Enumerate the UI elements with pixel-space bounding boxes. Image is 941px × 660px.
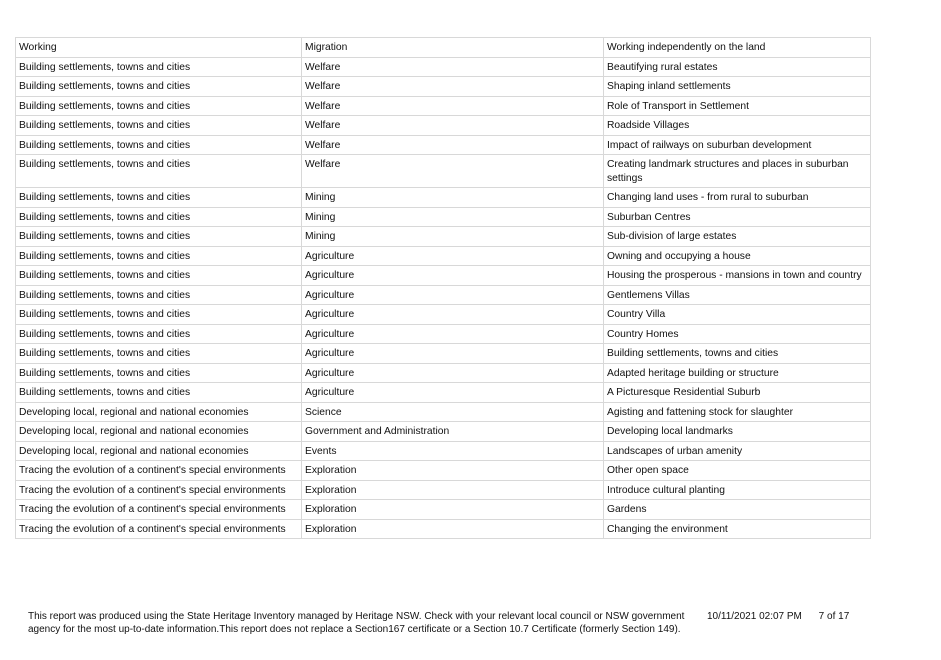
state-theme-cell: Government and Administration xyxy=(302,422,604,442)
national-theme-cell: Building settlements, towns and cities xyxy=(16,96,302,116)
state-theme-cell: Agriculture xyxy=(302,246,604,266)
table-row xyxy=(16,480,871,500)
national-theme-cell: Building settlements, towns and cities xyxy=(16,363,302,383)
state-theme-cell: Agriculture xyxy=(302,266,604,286)
table-row xyxy=(16,441,871,461)
table-row xyxy=(16,305,871,325)
local-theme-cell: Impact of railways on suburban development xyxy=(604,135,871,155)
state-theme-cell: Mining xyxy=(302,207,604,227)
national-theme-cell: Building settlements, towns and cities xyxy=(16,207,302,227)
state-theme-cell: Agriculture xyxy=(302,383,604,403)
table-row xyxy=(16,135,871,155)
national-theme-cell: Working xyxy=(16,38,302,58)
table-row xyxy=(16,38,871,58)
national-theme-cell: Building settlements, towns and cities xyxy=(16,155,302,188)
themes-table-container xyxy=(15,37,870,539)
page-number: 7 of 17 xyxy=(818,611,850,622)
local-theme-cell: Agisting and fattening stock for slaughter xyxy=(604,402,871,422)
table-row xyxy=(16,57,871,77)
table-row xyxy=(16,155,871,188)
table-row xyxy=(16,188,871,208)
table-row xyxy=(16,96,871,116)
local-theme-cell: Sub-division of large estates xyxy=(604,227,871,247)
national-theme-cell: Building settlements, towns and cities xyxy=(16,344,302,364)
local-theme-cell: Country Homes xyxy=(604,324,871,344)
national-theme-cell: Developing local, regional and national economies xyxy=(16,402,302,422)
national-theme-cell: Building settlements, towns and cities xyxy=(16,188,302,208)
national-theme-cell: Building settlements, towns and cities xyxy=(16,246,302,266)
national-theme-cell: Developing local, regional and national economies xyxy=(16,422,302,442)
state-theme-cell: Agriculture xyxy=(302,344,604,364)
state-theme-cell: Mining xyxy=(302,188,604,208)
local-theme-cell: Housing the prosperous - mansions in town and country xyxy=(604,266,871,286)
local-theme-cell: Other open space xyxy=(604,461,871,481)
local-theme-cell: A Picturesque Residential Suburb xyxy=(604,383,871,403)
state-theme-cell: Welfare xyxy=(302,96,604,116)
national-theme-cell: Tracing the evolution of a continent's special environments xyxy=(16,519,302,539)
state-theme-cell: Welfare xyxy=(302,155,604,188)
state-theme-cell: Science xyxy=(302,402,604,422)
table-row xyxy=(16,207,871,227)
state-theme-cell: Agriculture xyxy=(302,324,604,344)
table-row xyxy=(16,227,871,247)
themes-table xyxy=(15,37,871,539)
footer-meta xyxy=(707,610,849,623)
local-theme-cell: Beautifying rural estates xyxy=(604,57,871,77)
national-theme-cell: Developing local, regional and national economies xyxy=(16,441,302,461)
state-theme-cell: Agriculture xyxy=(302,305,604,325)
local-theme-cell: Adapted heritage building or structure xyxy=(604,363,871,383)
table-row xyxy=(16,519,871,539)
national-theme-cell: Building settlements, towns and cities xyxy=(16,227,302,247)
footer-disclaimer: This report was produced using the State Heritage Inventory managed by Heritage NSW. Check with your relevant local council or NSW government agency for the most up-to-date information.This report does not replace a Section167 certificate or a Section 10.7 Certificate (formerly Section 149). xyxy=(28,611,685,636)
national-theme-cell: Building settlements, towns and cities xyxy=(16,57,302,77)
local-theme-cell: Gentlemens Villas xyxy=(604,285,871,305)
state-theme-cell: Welfare xyxy=(302,116,604,136)
table-row xyxy=(16,383,871,403)
national-theme-cell: Tracing the evolution of a continent's special environments xyxy=(16,461,302,481)
national-theme-cell: Building settlements, towns and cities xyxy=(16,266,302,286)
state-theme-cell: Welfare xyxy=(302,135,604,155)
local-theme-cell: Introduce cultural planting xyxy=(604,480,871,500)
local-theme-cell: Working independently on the land xyxy=(604,38,871,58)
table-row xyxy=(16,116,871,136)
local-theme-cell: Suburban Centres xyxy=(604,207,871,227)
state-theme-cell: Exploration xyxy=(302,500,604,520)
report-timestamp: 10/11/2021 02:07 PM xyxy=(707,611,802,622)
national-theme-cell: Tracing the evolution of a continent's special environments xyxy=(16,500,302,520)
national-theme-cell: Tracing the evolution of a continent's special environments xyxy=(16,480,302,500)
local-theme-cell: Shaping inland settlements xyxy=(604,77,871,97)
local-theme-cell: Country Villa xyxy=(604,305,871,325)
table-row xyxy=(16,266,871,286)
state-theme-cell: Welfare xyxy=(302,77,604,97)
state-theme-cell: Agriculture xyxy=(302,363,604,383)
national-theme-cell: Building settlements, towns and cities xyxy=(16,305,302,325)
table-row xyxy=(16,363,871,383)
local-theme-cell: Building settlements, towns and cities xyxy=(604,344,871,364)
local-theme-cell: Changing land uses - from rural to suburban xyxy=(604,188,871,208)
state-theme-cell: Exploration xyxy=(302,480,604,500)
local-theme-cell: Role of Transport in Settlement xyxy=(604,96,871,116)
local-theme-cell: Gardens xyxy=(604,500,871,520)
local-theme-cell: Changing the environment xyxy=(604,519,871,539)
state-theme-cell: Exploration xyxy=(302,461,604,481)
national-theme-cell: Building settlements, towns and cities xyxy=(16,324,302,344)
local-theme-cell: Developing local landmarks xyxy=(604,422,871,442)
state-theme-cell: Exploration xyxy=(302,519,604,539)
national-theme-cell: Building settlements, towns and cities xyxy=(16,116,302,136)
table-row xyxy=(16,461,871,481)
table-row xyxy=(16,402,871,422)
state-theme-cell: Mining xyxy=(302,227,604,247)
national-theme-cell: Building settlements, towns and cities xyxy=(16,285,302,305)
national-theme-cell: Building settlements, towns and cities xyxy=(16,383,302,403)
table-row xyxy=(16,324,871,344)
state-theme-cell: Migration xyxy=(302,38,604,58)
table-row xyxy=(16,285,871,305)
table-row xyxy=(16,500,871,520)
table-row xyxy=(16,246,871,266)
national-theme-cell: Building settlements, towns and cities xyxy=(16,77,302,97)
local-theme-cell: Landscapes of urban amenity xyxy=(604,441,871,461)
local-theme-cell: Owning and occupying a house xyxy=(604,246,871,266)
table-row xyxy=(16,344,871,364)
state-theme-cell: Welfare xyxy=(302,57,604,77)
table-row xyxy=(16,422,871,442)
state-theme-cell: Agriculture xyxy=(302,285,604,305)
national-theme-cell: Building settlements, towns and cities xyxy=(16,135,302,155)
local-theme-cell: Creating landmark structures and places in suburban settings xyxy=(604,155,871,188)
local-theme-cell: Roadside Villages xyxy=(604,116,871,136)
state-theme-cell: Events xyxy=(302,441,604,461)
themes-table-body xyxy=(16,38,871,539)
table-row xyxy=(16,77,871,97)
